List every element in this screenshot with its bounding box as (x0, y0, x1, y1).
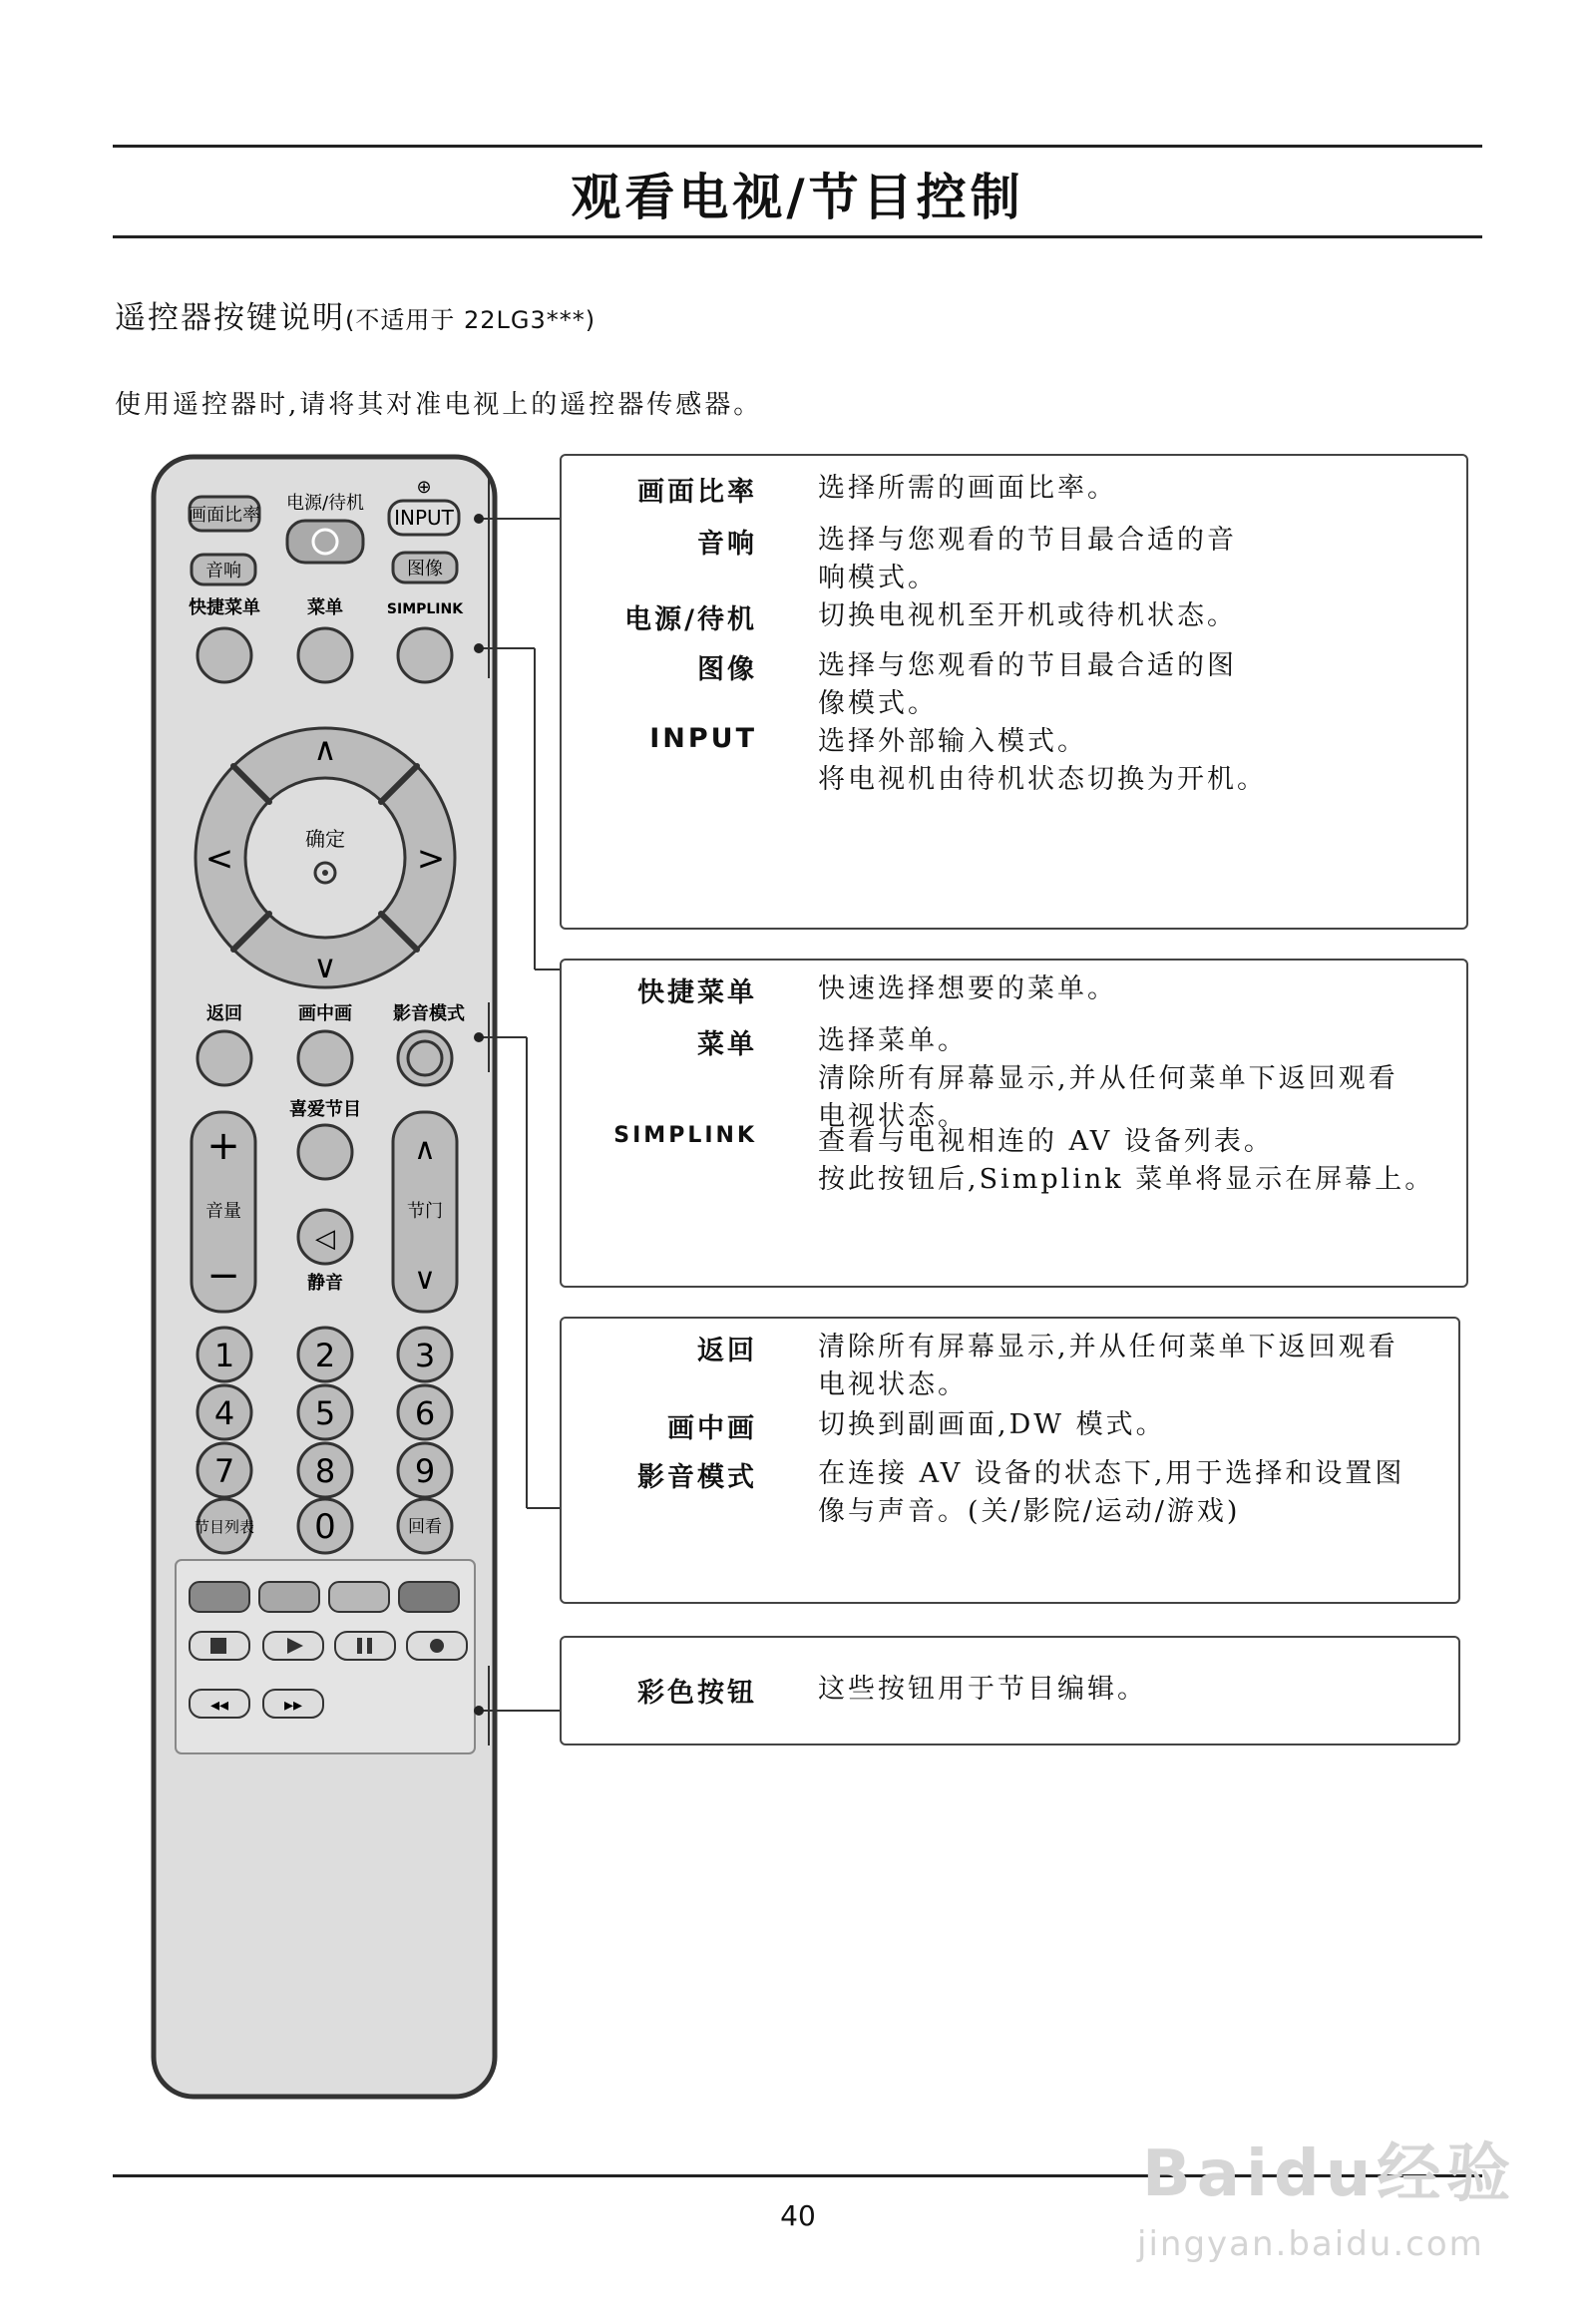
power-label: 电源/待机 (285, 493, 365, 514)
callout-description-line: 将电视机由待机状态切换为开机。 (818, 764, 1267, 795)
callout-label: 菜单 (697, 1029, 757, 1060)
av-mode-button[interactable] (398, 1031, 452, 1085)
volume-label: 音量 (205, 1201, 241, 1222)
ratio-button[interactable] (189, 497, 260, 531)
callout-description-line: 清除所有屏幕显示,并从任何菜单下返回观看 (818, 1063, 1398, 1094)
ok-label: 确定 (305, 827, 345, 851)
navigation-pad (196, 728, 455, 987)
callout-description-line: 选择外部输入模式。 (818, 726, 1087, 757)
callout-label: 电源/待机 (624, 604, 757, 635)
channel-label: 节门 (407, 1201, 443, 1222)
callout-description-line: 选择菜单。 (818, 1025, 968, 1056)
stop-icon (210, 1638, 226, 1654)
back-button[interactable] (198, 1031, 251, 1085)
sound-label: 音响 (205, 561, 241, 581)
watermark-logo: Baidu经验 (1142, 2137, 1517, 2211)
callout-label: 快捷菜单 (637, 977, 757, 1008)
callout-label: 音响 (697, 529, 757, 560)
sound-button[interactable] (192, 555, 255, 584)
header-rule-top (113, 145, 1482, 148)
picture-button[interactable] (393, 553, 457, 582)
color-button-3[interactable] (329, 1582, 389, 1612)
callout-description-line: 选择所需的画面比率。 (818, 473, 1117, 504)
intro-text: 使用遥控器时,请将其对准电视上的遥控器传感器。 (115, 390, 763, 420)
section-title-text: 遥控器按键说明 (115, 300, 345, 336)
callout-description-line: 电视状态。 (818, 1369, 968, 1400)
callout-label: 图像 (697, 654, 757, 685)
quick-menu-label: 快捷菜单 (189, 597, 260, 618)
number-label: 3 (414, 1337, 436, 1374)
zero-label: 0 (314, 1507, 336, 1547)
callout-description-line: 像模式。 (818, 688, 938, 719)
number-label: 6 (414, 1394, 436, 1432)
callout-box-menus (560, 959, 1468, 1288)
callout-box-top-buttons (560, 454, 1468, 930)
fast-forward-icon: ▸▸ (283, 1695, 303, 1716)
fav-button[interactable] (298, 1125, 352, 1179)
picture-label: 图像 (407, 559, 443, 580)
flashback-label: 回看 (408, 1517, 442, 1537)
callout-description-line: 快速选择想要的菜单。 (818, 973, 1117, 1004)
channel-rocker[interactable] (393, 1112, 457, 1312)
menu-button[interactable] (298, 628, 352, 682)
volume-down-icon: − (206, 1253, 240, 1299)
ratio-label: 画面比率 (189, 505, 260, 526)
list-label: 节目列表 (194, 1518, 255, 1536)
callout-label: SIMPLINK (613, 1123, 757, 1148)
color-button-1[interactable] (190, 1582, 249, 1612)
callout-description-line: 切换到副画面,DW 模式。 (818, 1409, 1166, 1440)
mute-icon: ◁ (315, 1224, 335, 1254)
input-label: INPUT (394, 506, 454, 530)
page-number: 40 (780, 2199, 816, 2232)
callout-description-line: 按此按钮后,Simplink 菜单将显示在屏幕上。 (818, 1164, 1435, 1195)
callout-description-line: 切换电视机至开机或待机状态。 (818, 600, 1237, 631)
callout-description-line: 电视状态。 (818, 1101, 968, 1132)
back-label: 返回 (206, 1003, 242, 1024)
callout-description-line: 这些按钮用于节目编辑。 (818, 1674, 1147, 1705)
power-button[interactable] (287, 521, 363, 563)
number-pad (198, 1328, 452, 1497)
section-note: (不适用于 22LG3***) (345, 306, 597, 334)
callout-description-line: 选择与您观看的节目最合适的图 (818, 650, 1237, 681)
pip-button[interactable] (298, 1031, 352, 1085)
callout-label: 画面比率 (637, 477, 757, 508)
number-label: 1 (213, 1337, 235, 1374)
callout-description-line: 像与声音。(关/影院/运动/游戏) (818, 1496, 1241, 1527)
right-arrow-icon[interactable]: > (416, 839, 446, 879)
watermark-url: jingyan.baidu.com (1137, 2224, 1484, 2264)
volume-rocker[interactable] (192, 1112, 255, 1312)
callout-description-line: 清除所有屏幕显示,并从任何菜单下返回观看 (818, 1332, 1398, 1362)
input-icon: ⊕ (416, 477, 432, 498)
channel-down-icon: ∨ (414, 1262, 436, 1297)
left-arrow-icon[interactable]: < (204, 839, 234, 879)
menu-label: 菜单 (307, 597, 343, 618)
header-rule-bottom (113, 235, 1482, 238)
av-mode-label: 影音模式 (393, 1003, 465, 1024)
record-icon (430, 1639, 444, 1653)
number-label: 8 (314, 1452, 336, 1490)
callout-description-line: 选择与您观看的节目最合适的音 (818, 525, 1237, 556)
number-label: 4 (213, 1394, 235, 1432)
callout-box-color (560, 1636, 1460, 1745)
simplink-label: SIMPLINK (386, 601, 464, 617)
up-arrow-icon[interactable]: ∧ (313, 730, 337, 768)
callout-description-line: 响模式。 (818, 563, 938, 593)
callout-label: 返回 (697, 1336, 757, 1366)
callout-connectors (469, 449, 569, 1745)
callout-box-av (560, 1317, 1460, 1604)
section-title (115, 292, 596, 337)
number-label: 5 (314, 1394, 336, 1432)
callout-description-line: 查看与电视相连的 AV 设备列表。 (818, 1126, 1274, 1157)
number-label: 9 (414, 1452, 436, 1490)
fav-label: 喜爱节目 (289, 1099, 361, 1120)
quick-menu-button[interactable] (198, 628, 251, 682)
color-button-4[interactable] (399, 1582, 459, 1612)
number-label: 2 (314, 1337, 336, 1374)
rewind-icon: ◂◂ (209, 1695, 229, 1716)
channel-up-icon: ∧ (414, 1132, 436, 1167)
mute-label: 静音 (307, 1273, 343, 1294)
simplink-button[interactable] (398, 628, 452, 682)
volume-up-icon: + (206, 1123, 240, 1169)
callout-label: INPUT (649, 723, 757, 754)
down-arrow-icon[interactable]: ∨ (313, 948, 337, 985)
pip-label: 画中画 (298, 1003, 352, 1024)
pause-button[interactable] (335, 1632, 395, 1660)
callout-label: 彩色按钮 (637, 1678, 757, 1709)
callout-label: 画中画 (667, 1413, 757, 1444)
page-title: 观看电视/节目控制 (571, 169, 1024, 226)
input-button[interactable] (389, 501, 459, 535)
callout-label: 影音模式 (637, 1462, 757, 1493)
remote-control-illustration (140, 449, 509, 2105)
callout-description-line: 在连接 AV 设备的状态下,用于选择和设置图 (818, 1458, 1405, 1489)
number-label: 7 (213, 1452, 235, 1490)
color-button-2[interactable] (259, 1582, 319, 1612)
